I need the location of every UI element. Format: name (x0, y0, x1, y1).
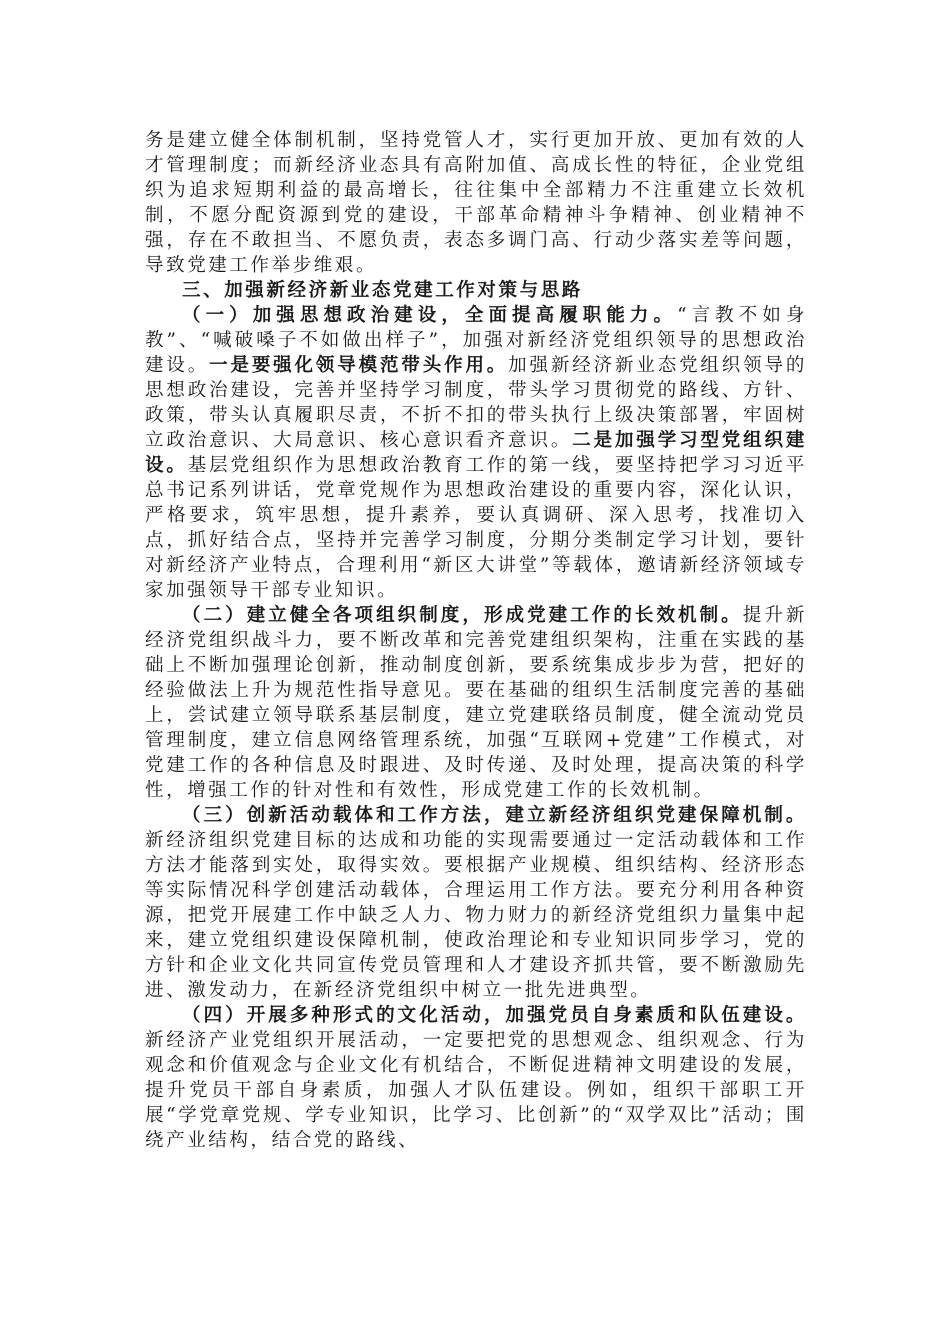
subsection-4-text: 新经济产业党组织开展活动，一定要把党的思想观念、组织观念、行为观念和价值观念与企业文化有机结合，不断促进精神文明建设的发展，提升党员干部自身素质，加强人才队伍建设。例如，组织干部职工开展“学党章党规、学专业知识，比学习、比创新”的“双学双比”活动；围绕产业结构，结合党的路线、 (145, 1030, 807, 1151)
subsection-2-paragraph (145, 603, 807, 803)
document-page (145, 128, 807, 1153)
subsection-1-text-2: 加强新经济新业态党组织领导的思想政治建设，完善并坚持学习制度，带头学习贯彻党的路线、方针、政策，带头认真履职尽责，不折不扣的带头执行上级决策部署，牢固树立政治意识、大局意识、核心意识看齐意识。 (145, 355, 807, 451)
opening-paragraph: 务是建立健全体制机制，坚持党管人才，实行更加开放、更加有效的人才管理制度；而新经济业态具有高附加值、高成长性的特征，企业党组织为追求短期利益的最高增长，往往集中全部精力不注重建立长效机制，不愿分配资源到党的建设，干部革命精神斗争精神、创业精神不强，存在不敢担当、不愿负责，表态多调门高、行动少落实差等问题，导致党建工作举步维艰。 (145, 130, 807, 276)
subsection-1-text-1: “言教不如身教”、“喊破嗓子不如做出样子”，加强对新经济党组织领导的思想政治建设。 (145, 305, 807, 376)
subsection-3-title: （三）创新活动载体和工作方法，建立新经济组织党建保障机制。 (182, 805, 807, 826)
subsection-1-text-3: 基层党组织作为思想政治教育工作的第一线，要坚持把学习习近平总书记系列讲话，党章党规作为思想政治建设的重要内容，深化认识，严格要求，筑牢思想，提升素养，要认真调研、深入思考，找准切入点，抓好结合点，坚持并完善学习制度，分期分类制定学习计划，要针对新经济产业特点，合理利用“新区大讲堂”等载体，邀请新经济领域专家加强领导干部专业知识。 (145, 455, 808, 601)
subsection-1-paragraph (145, 303, 807, 603)
subsection-1-point-1: 一是要强化领导模范带头作用。 (209, 355, 509, 376)
subsection-4-title: （四）开展多种形式的文化活动，加强党员自身素质和队伍建设。 (182, 1005, 807, 1026)
subsection-2-text: 提升新经济党组织战斗力，要不断改革和完善党建组织架构，注重在实践的基础上不断加强理论创新，推动制度创新，要系统集成步步为营，把好的经验做法上升为规范性指导意见。要在基础的组织生活制度完善的基础上，尝试建立领导联系基层制度，建立党建联络员制度，健全流动党员管理制度，建立信息网络管理系统，加强“互联网+党建”工作模式，对党建工作的各种信息及时跟进、及时传递、及时处理，提高决策的科学性，增强工作的针对性和有效性，形成党建工作的长效机制。 (145, 605, 807, 801)
subsection-2-title: （二）建立健全各项组织制度，形成党建工作的长效机制。 (182, 605, 743, 626)
subsection-3-text: 新经济组织党建目标的达成和功能的实现需要通过一定活动载体和工作方法才能落到实处，取得实效。要根据产业规模、组织结构、经济形态等实际情况科学创建活动载体，合理运用工作方法。要充分利用各种资源，把党开展建工作中缺乏人力、物力财力的新经济党组织力量集中起来，建立党组织建设保障机制，使政治理论和专业知识同步学习，党的方针和企业文化共同宣传党员管理和人才建设齐抓共管，要不断激励先进、激发动力，在新经济党组织中树立一批先进典型。 (145, 830, 807, 1001)
subsection-1-point-2: 二是加强学习型党组织建设。 (145, 430, 807, 476)
subsection-1-title: （一）加强思想政治建设，全面提高履职能力。 (182, 305, 678, 326)
section-heading: 三、加强新经济新业态党建工作对策与思路 (182, 280, 583, 301)
subsection-4-paragraph (145, 1003, 807, 1153)
subsection-3-paragraph (145, 803, 807, 1003)
